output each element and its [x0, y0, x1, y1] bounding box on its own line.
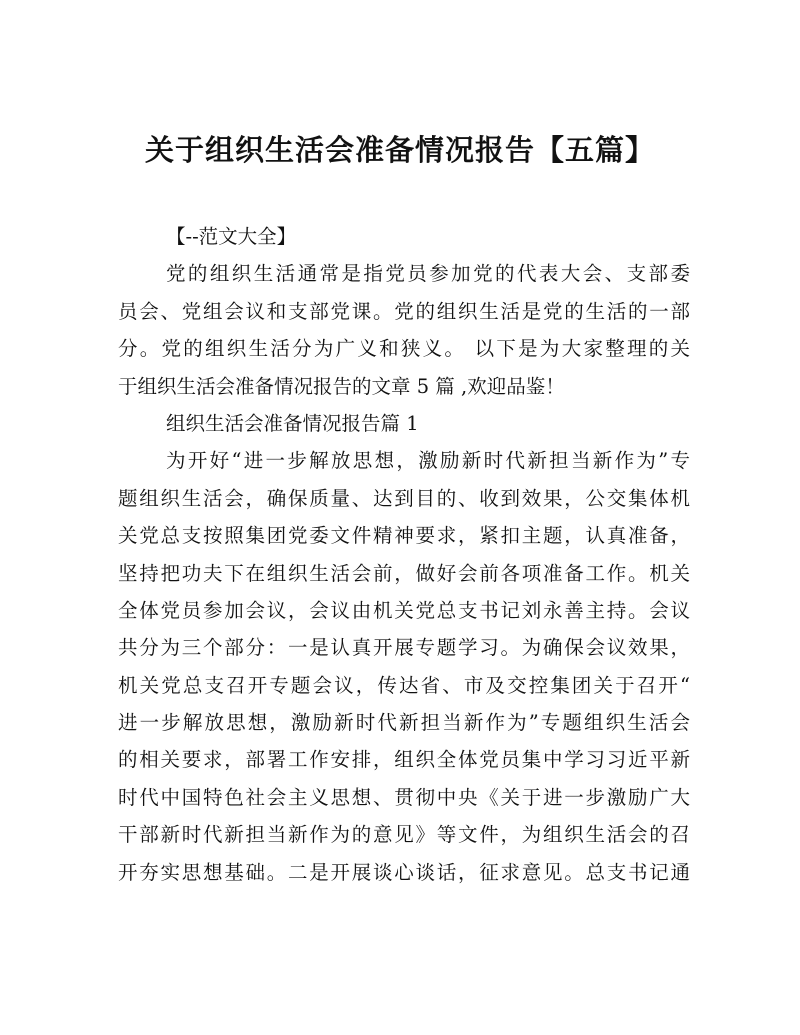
- section-heading: 组织生活会准备情况报告篇 1: [166, 411, 419, 435]
- section-line-9: 的相关要求，部署工作安排，组织全体党员集中学习习近平新: [118, 748, 690, 772]
- intro-line-4: 于组织生活会准备情况报告的文章 5 篇 ,欢迎品鉴！: [118, 374, 565, 398]
- document-body: [118, 218, 690, 891]
- section-line-12: 开夯实思想基础。二是开展谈心谈话，征求意见。总支书记通: [118, 860, 690, 884]
- intro-line-2: 员会、党组会议和支部党课。党的组织生活是党的生活的一部: [118, 299, 690, 323]
- section-line-4: 坚持把功夫下在组织生活会前，做好会前各项准备工作。机关: [118, 561, 690, 585]
- intro-line-3: 分。党的组织生活分为广义和狭义。 以下是为大家整理的关: [118, 337, 690, 361]
- section-line-10: 时代中国特色社会主义思想、贯彻中央《关于进一步激励广大: [118, 785, 690, 809]
- section-line-3: 关党总支按照集团党委文件精神要求，紧扣主题，认真准备，: [118, 524, 690, 548]
- intro-line-1: 党的组织生活通常是指党员参加党的代表大会、支部委: [166, 262, 690, 286]
- document-title: 关于组织生活会准备情况报告【五篇】: [144, 133, 655, 167]
- source-tag: 【--范文大全】: [166, 225, 297, 248]
- section-line-1: 为开好“进一步解放思想，激励新时代新担当新作为”专: [166, 449, 690, 473]
- section-line-6: 共分为三个部分：一是认真开展专题学习。为确保会议效果，: [118, 636, 690, 660]
- section-line-5: 全体党员参加会议，会议由机关党总支书记刘永善主持。会议: [118, 598, 690, 622]
- section-line-7: 机关党总支召开专题会议，传达省、市及交控集团关于召开“: [118, 673, 690, 697]
- section-line-2: 题组织生活会，确保质量、达到目的、收到效果，公交集体机: [118, 486, 690, 510]
- section-line-8: 进一步解放思想，激励新时代新担当新作为”专题组织生活会: [118, 711, 690, 735]
- section-line-11: 干部新时代新担当新作为的意见》等文件，为组织生活会的召: [118, 823, 690, 847]
